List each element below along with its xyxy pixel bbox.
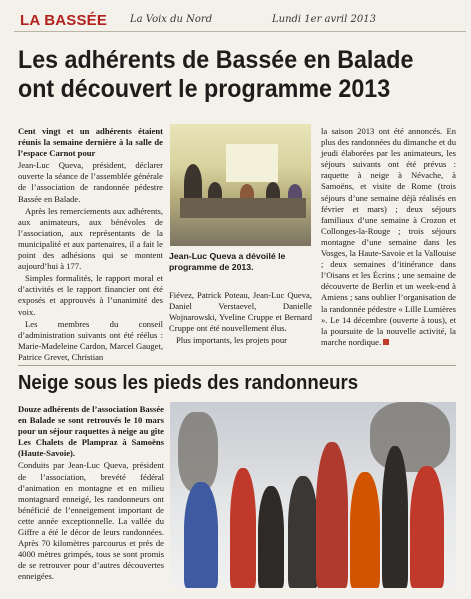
article1-column-3 (321, 126, 456, 349)
section-divider (18, 365, 456, 366)
article1-paragraph (321, 126, 456, 348)
hiker-figure (258, 486, 284, 588)
article2-body: Conduits par Jean-Luc Queva, président de l’association, brevété fédéral d’animation en montagne et en milieu montagnard enneigé, les randonneurs ont bénéficié de l’enneigement important de cette année exceptionnelle. La vallée du Giffre a été le décor de leurs randonnées. Après 70 kilomètres parcourus et près de 4000 mètres grimpés, tous se sont promis de se retrouver pour d’autres découvertes enneigées. (18, 460, 164, 582)
article1-paragraph: Jean-Luc Queva, président, déclarer ouverte la séance de l’assemblée générale de l’association de randonnée pédestre Bassée en Balade. (18, 160, 163, 204)
article1-lead: Cent vingt et un adhérents étaient réunis la semaine dernière à la salle de l’espace Carnot pour (18, 126, 163, 159)
hiker-figure (382, 446, 408, 588)
article1-paragraph: Plus importants, les projets pour (176, 335, 287, 346)
photo-caption: Jean-Luc Queva a dévoilé le programme de 2013. (169, 251, 286, 272)
article2-headline: Neige sous les pieds des randonneurs (18, 372, 359, 394)
end-mark-icon (383, 339, 389, 345)
hiker-figure (288, 476, 318, 588)
article1-paragraph: Après les remerciements aux adhérents, aux animateurs, aux bénévoles de l’association, aux représentants de la municipalité et aux partenaires, il a fait le point des adhésions qui se montent aujourd’hui à 177. (18, 205, 163, 272)
projection-screen (226, 144, 278, 182)
article2-lead: Douze adhérents de l’association Bassée en Balade se sont retrouvés le 10 mars pour un séjour raquettes à neige au gîte Les Chalets de Plampraz à Samoëns (Haute-Savoie). (18, 404, 164, 459)
hiker-figure (410, 466, 444, 588)
article1-column-1 (18, 126, 163, 364)
article2-column (18, 404, 164, 584)
article1-paragraph: Fiévez, Patrick Poteau, Jean-Luc Queva, Daniel Verstaevel, Danielle Wojnarowski, Yveline Cruppe et Bernard Cruppe ont été nouvellement élus. (169, 290, 312, 334)
handwritten-publication: La Voix du Nord (130, 14, 213, 25)
hiker-figure (230, 468, 256, 588)
article1-paragraph-text: la saison 2013 ont été annoncés. En plus des randonnées du dimanche et du jeudi élaborées par les animateurs, les séjours suivants ont été prévus : raquette à neige à Névache, à Samoëns, et visite de Rome (trois séjours d’une semaine déjà réalisés en février et mars) ; deux séjours familiaux d’une semaine à Crozon et Collonges-la-Rouge ; trois séjours montagne d’une semaine dans les Vosges, la Haute-Savoie et la Vallouise ; deux semaines d’itinérance dans l’Oisans et les Écrins ; une semaine de découverte de Berlin et un week-end à Amiens ; sans oublier l’organisation de la randonnée pédestre « Lille Lumières ». Le 14 décembre (ouverte à tous), et la poursuite de la nouvelle activité, la marche nordique. (321, 126, 456, 347)
article1-column-2 (169, 290, 312, 347)
section-label: LA BASSÉE (20, 12, 108, 29)
article1-paragraph: Les membres du conseil d’administration suivants ont été réélus : Marie-Madeleine Cardon, Marcel Gauget, Patrice Grevet, Christian (18, 318, 163, 362)
meeting-photo (170, 124, 311, 246)
hiker-figure (316, 442, 348, 588)
tree-shape (370, 402, 450, 472)
meeting-table (180, 198, 306, 218)
page-header (14, 9, 466, 32)
tree-shape (178, 412, 218, 492)
handwritten-date: Lundi 1er avril 2013 (272, 14, 376, 25)
snow-hikers-photo (170, 402, 456, 588)
hiker-figure (350, 472, 380, 588)
hiker-figure (184, 482, 218, 588)
article1-headline: Les adhérents de Bassée en Balade ont découvert le programme 2013 (18, 46, 414, 103)
article1-paragraph: Simples formalités, le rapport moral et d’activités et le rapport financier ont été exposés et approuvés à l’unanimité des voix. (18, 273, 163, 317)
